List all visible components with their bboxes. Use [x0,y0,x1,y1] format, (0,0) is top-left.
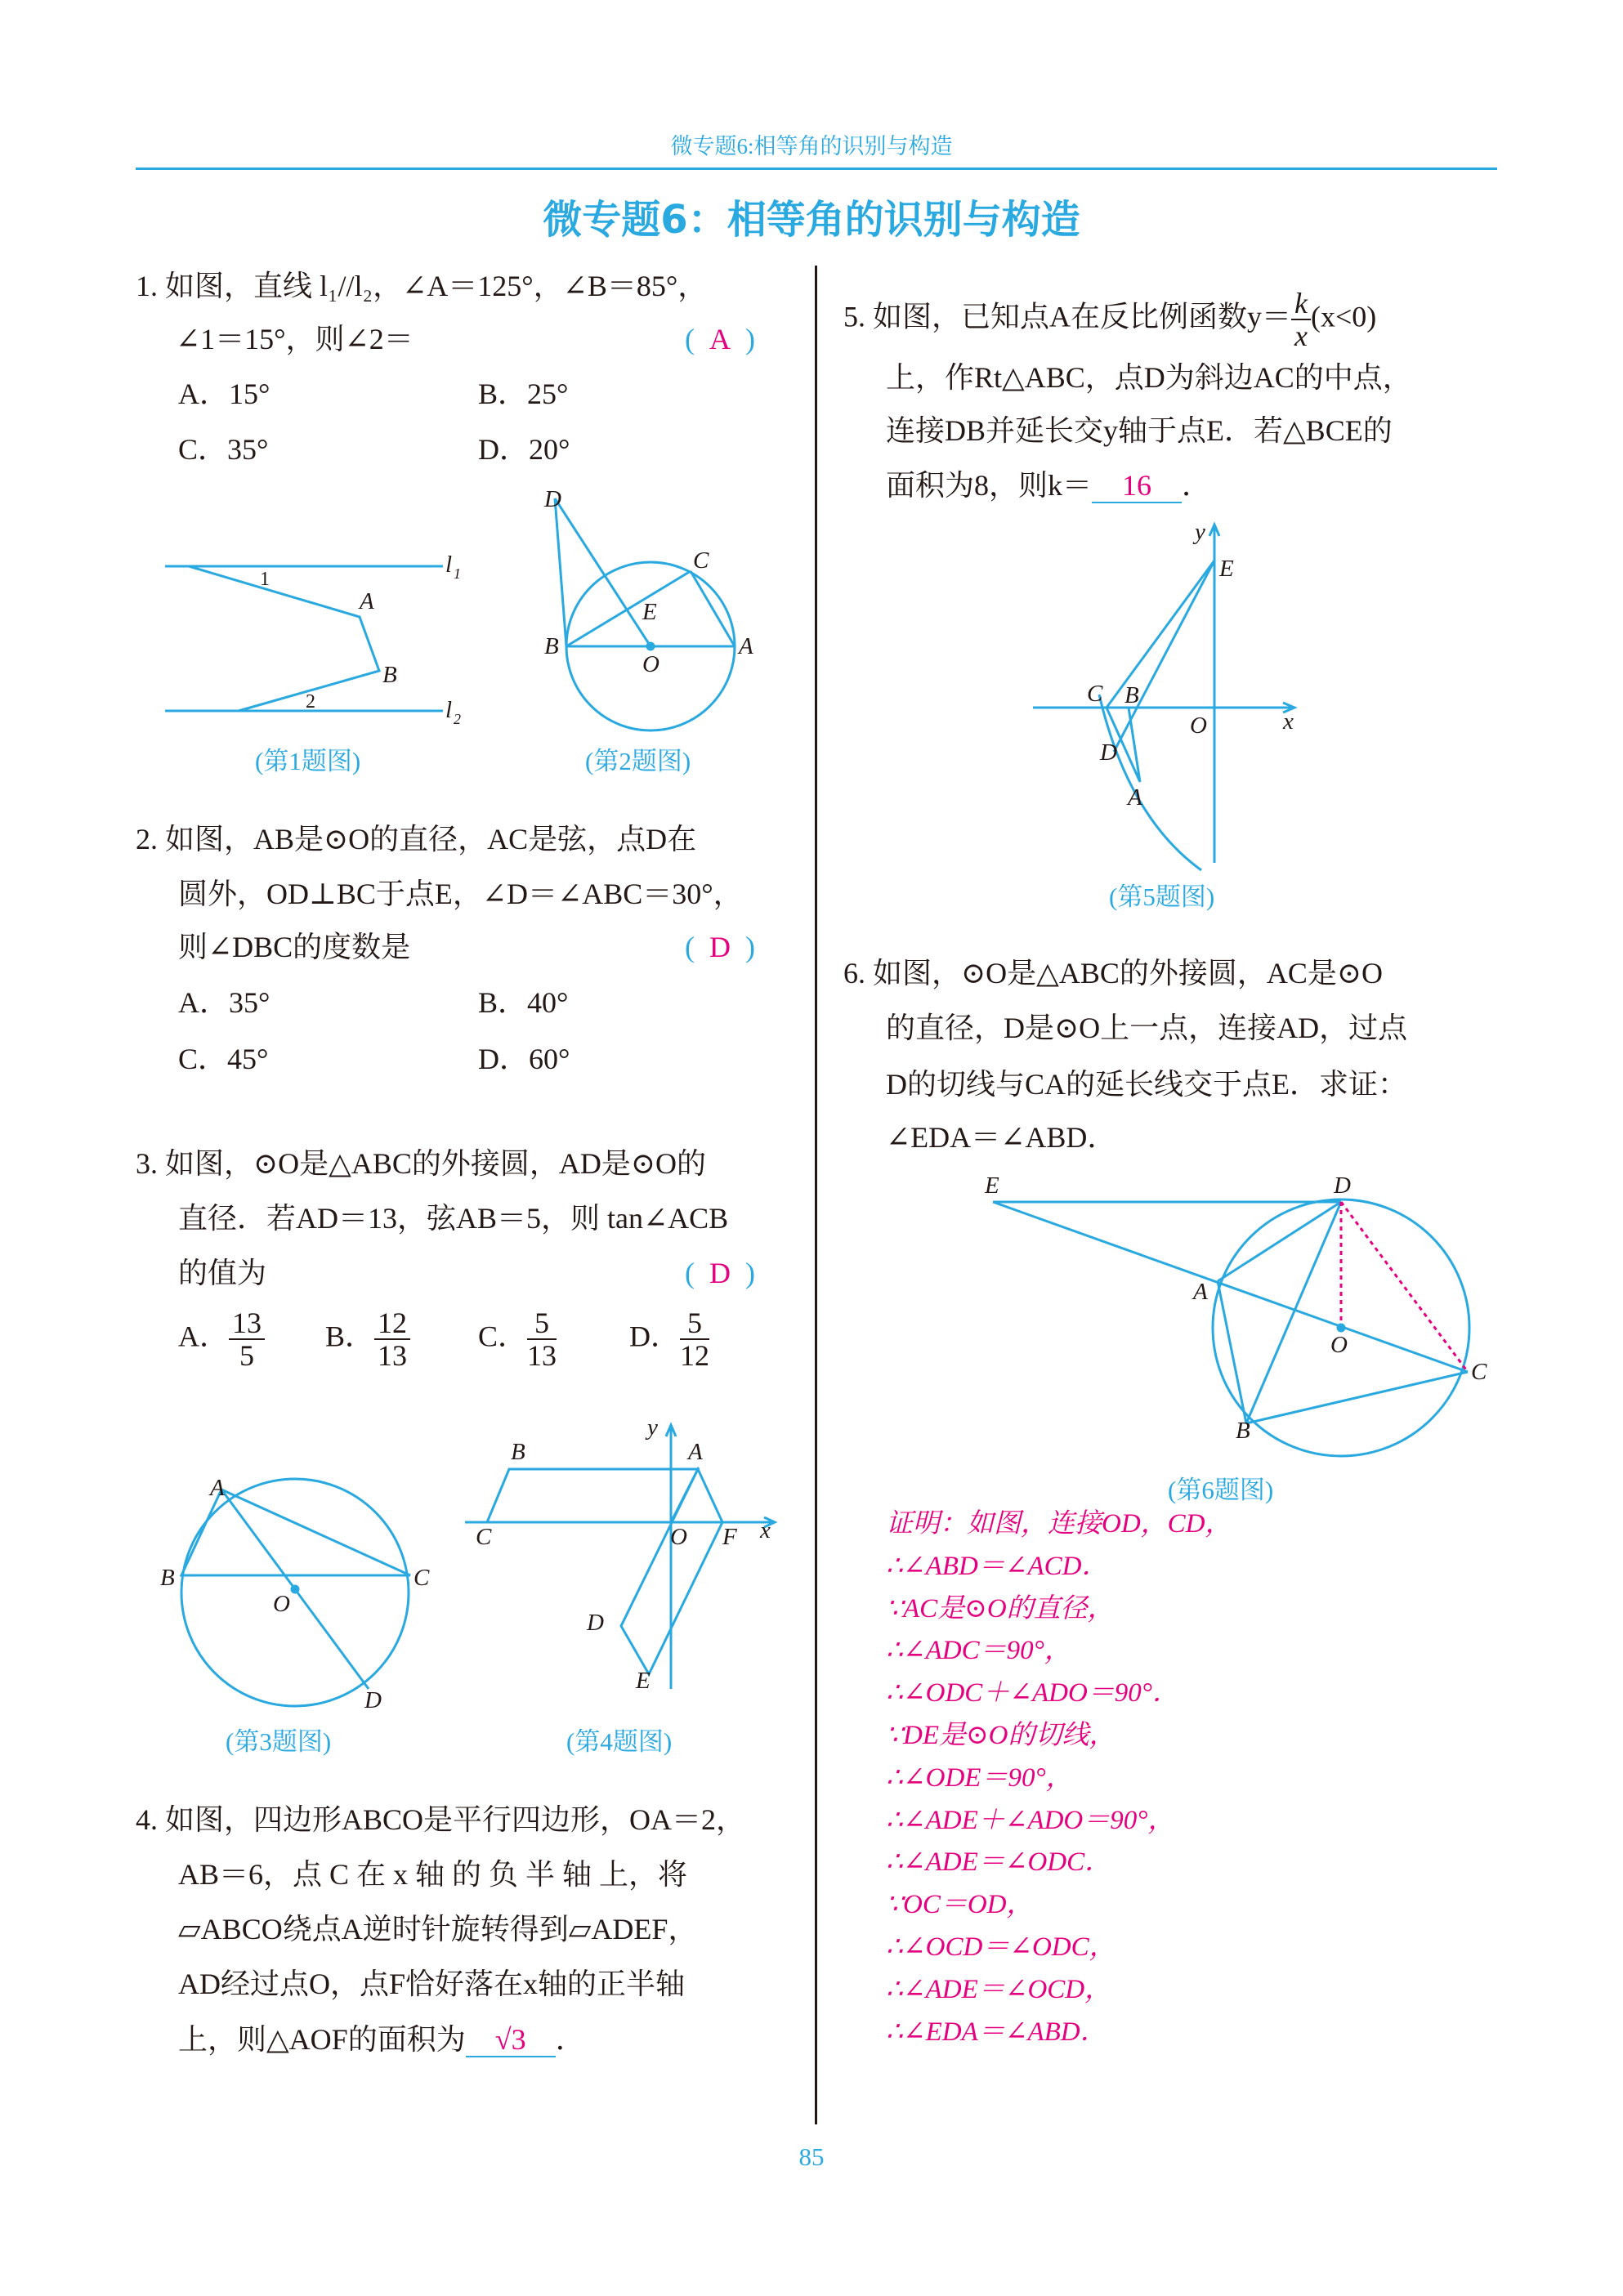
q1-answer: ( A ) [685,323,755,355]
svg-text:E: E [985,1173,999,1199]
svg-text:l: l [445,697,453,723]
figure-2 [543,486,753,730]
page-title: 微专题6：相等角的识别与构造 [543,197,1080,243]
proof-line: ∴∠ADE＝∠OCD， [886,1974,1112,2004]
fig1-caption: (第1题图) [255,747,361,775]
q5-answer-blank: 16 [1092,469,1182,503]
q2-option-b: B．40° [478,986,569,1019]
q5-line1: 5. 如图，已知点A在反比例函数y＝ $\frac{k}{x}$ (x<0) [843,287,1377,352]
q1-option-d: D．20° [478,433,570,466]
svg-text:l: l [445,552,453,578]
q2-option-c: C．45° [178,1043,269,1075]
running-header: 微专题6:相等角的识别与构造 [670,134,953,159]
q6-line2: 的直径，D是⊙O上一点，连接AD，过点 [886,1012,1408,1044]
q3-answer: ( D ) [685,1257,755,1289]
q2-option-a: A．35° [178,986,270,1019]
q3-line2: 直径．若AD＝13，弦AB＝5，则 tan∠ACB [178,1202,729,1235]
svg-text:x: x [760,1517,771,1543]
q4-line2: AB＝6，点 C 在 x 轴 的 负 半 轴 上，将 [178,1858,688,1891]
q3-line3: 的值为 [178,1257,267,1289]
q6-line1: 6. 如图，⊙O是△ABC的外接圆，AC是⊙O [843,957,1384,989]
q3-option-d: D． $\frac{5}{12}$ [629,1307,709,1372]
svg-text:y: y [1195,519,1205,545]
proof-line: ∵AC是⊙O的直径， [886,1593,1115,1624]
q3-option-b: B． $\frac{12}{13}$ [325,1307,410,1371]
proof-line: ∴∠ODE＝90°， [886,1762,1073,1793]
svg-text:C: C [414,1565,430,1591]
svg-text:A: A [739,633,753,659]
proof-line: ∵OC＝OD， [886,1890,1034,1920]
svg-text:B: B [544,633,559,659]
svg-text:A: A [688,1439,703,1465]
fig5-caption: (第5题图) [1109,882,1215,911]
q3-option-a: A． $\frac{13}{5}$ [178,1307,265,1371]
svg-text:E: E [642,599,657,625]
svg-text:1: 1 [260,569,270,590]
proof-line: ∴∠EDA＝∠ABD． [886,2017,1107,2047]
svg-text:E: E [1219,556,1234,582]
proof-line: ∴∠ADC＝90°， [886,1636,1071,1666]
q2-line1: 2. 如图，AB是⊙O的直径，AC是弦，点D在 [136,823,697,855]
fig3-caption: (第3题图) [226,1727,332,1756]
svg-text:C: C [1471,1359,1487,1385]
svg-text:y: y [647,1414,658,1441]
svg-text:D: D [1100,739,1117,766]
svg-text:1: 1 [454,565,461,582]
svg-text:A: A [1193,1279,1208,1305]
q5-line3: 连接DB并延长交y轴于点E．若△BCE的 [886,414,1393,447]
svg-text:C: C [693,547,709,574]
proof-line: ∴∠ABD＝∠ACD． [886,1551,1109,1581]
svg-text:F: F [722,1524,737,1550]
svg-text:O: O [670,1524,687,1550]
proof-line: 证明：如图，连接OD，CD， [886,1509,1232,1539]
svg-text:2: 2 [306,691,315,712]
q6-line3: D的切线与CA的延长线交于点E．求证： [886,1068,1407,1101]
q2-option-d: D．60° [478,1043,570,1075]
q2-line3: 则∠DBC的度数是 [178,931,411,963]
svg-text:C: C [1087,681,1103,707]
svg-text:2: 2 [454,711,461,727]
svg-text:A: A [1128,784,1142,811]
figure-1 [165,552,461,727]
svg-text:A: A [210,1475,225,1501]
svg-text:C: C [476,1524,492,1550]
figure-5 [1033,519,1294,870]
svg-text:A: A [360,588,374,614]
figure-3 [160,1475,430,1713]
svg-text:O: O [1330,1332,1348,1358]
q2-line2: 圆外，OD⊥BC于点E，∠D＝∠ABC＝30°， [178,878,743,910]
page-number: 85 [798,2142,825,2171]
q3-line1: 3. 如图，⊙O是△ABC的外接圆，AD是⊙O的 [136,1147,707,1180]
q6-line4: ∠EDA＝∠ABD． [886,1121,1117,1154]
figure-6 [984,1173,1487,1456]
svg-text:D: D [1334,1173,1351,1199]
q4-line4: AD经过点O，点F恰好落在x轴的正半轴 [178,1968,686,2000]
proof-line: ∵DE是⊙O的切线， [886,1721,1116,1750]
q4-line3: ▱ABCO绕点A逆时针旋转得到▱ADEF， [178,1913,698,1945]
q1-line1: 1. 如图，直线 l₁//l₂，∠A＝125°，∠B＝85°， [136,270,708,302]
svg-text:B: B [1124,682,1139,708]
svg-text:D: D [364,1687,382,1713]
q3-option-c: C． $\frac{5}{13}$ [478,1307,557,1372]
q4-line1: 4. 如图，四边形ABCO是平行四边形，OA＝2， [136,1803,746,1836]
proof-line: ∴∠ODC＋∠ADO＝90°． [886,1678,1179,1709]
q2-answer: ( D ) [685,931,755,963]
fig4-caption: (第4题图) [566,1727,673,1756]
svg-text:B: B [1236,1418,1250,1444]
svg-text:B: B [382,662,397,688]
svg-text:x: x [1283,708,1294,735]
proof-line: ∴∠OCD＝∠ODC， [886,1932,1116,1962]
q1-option-c: C．35° [178,433,269,466]
svg-text:B: B [511,1439,525,1465]
svg-text:O: O [642,651,659,677]
fig6-caption: (第6题图) [1168,1476,1274,1504]
proof-line: ∴∠ADE＝∠ODC． [886,1847,1112,1878]
q1-line2: ∠1＝15°，则∠2＝ [176,323,414,355]
q1-option-a: A．15° [178,377,270,410]
proof-line: ∴∠ADE＋∠ADO＝90°， [886,1805,1175,1835]
svg-text:D: D [544,486,561,512]
svg-text:B: B [160,1565,175,1591]
svg-text:O: O [1190,712,1207,739]
q1-option-b: B．25° [478,377,569,410]
svg-text:O: O [273,1591,290,1617]
svg-text:D: D [587,1610,604,1636]
figure-4 [465,1414,775,1694]
q5-line2: 上，作Rt△ABC，点D为斜边AC的中点， [886,361,1412,394]
q5-line4: 面积为8，则k＝ 16 ． [886,469,1212,502]
fig2-caption: (第2题图) [585,747,691,775]
q4-answer-blank: √3 [466,2023,556,2057]
svg-text:E: E [636,1668,651,1694]
q4-line5: 上，则△AOF的面积为 √3 ． [178,2023,585,2056]
